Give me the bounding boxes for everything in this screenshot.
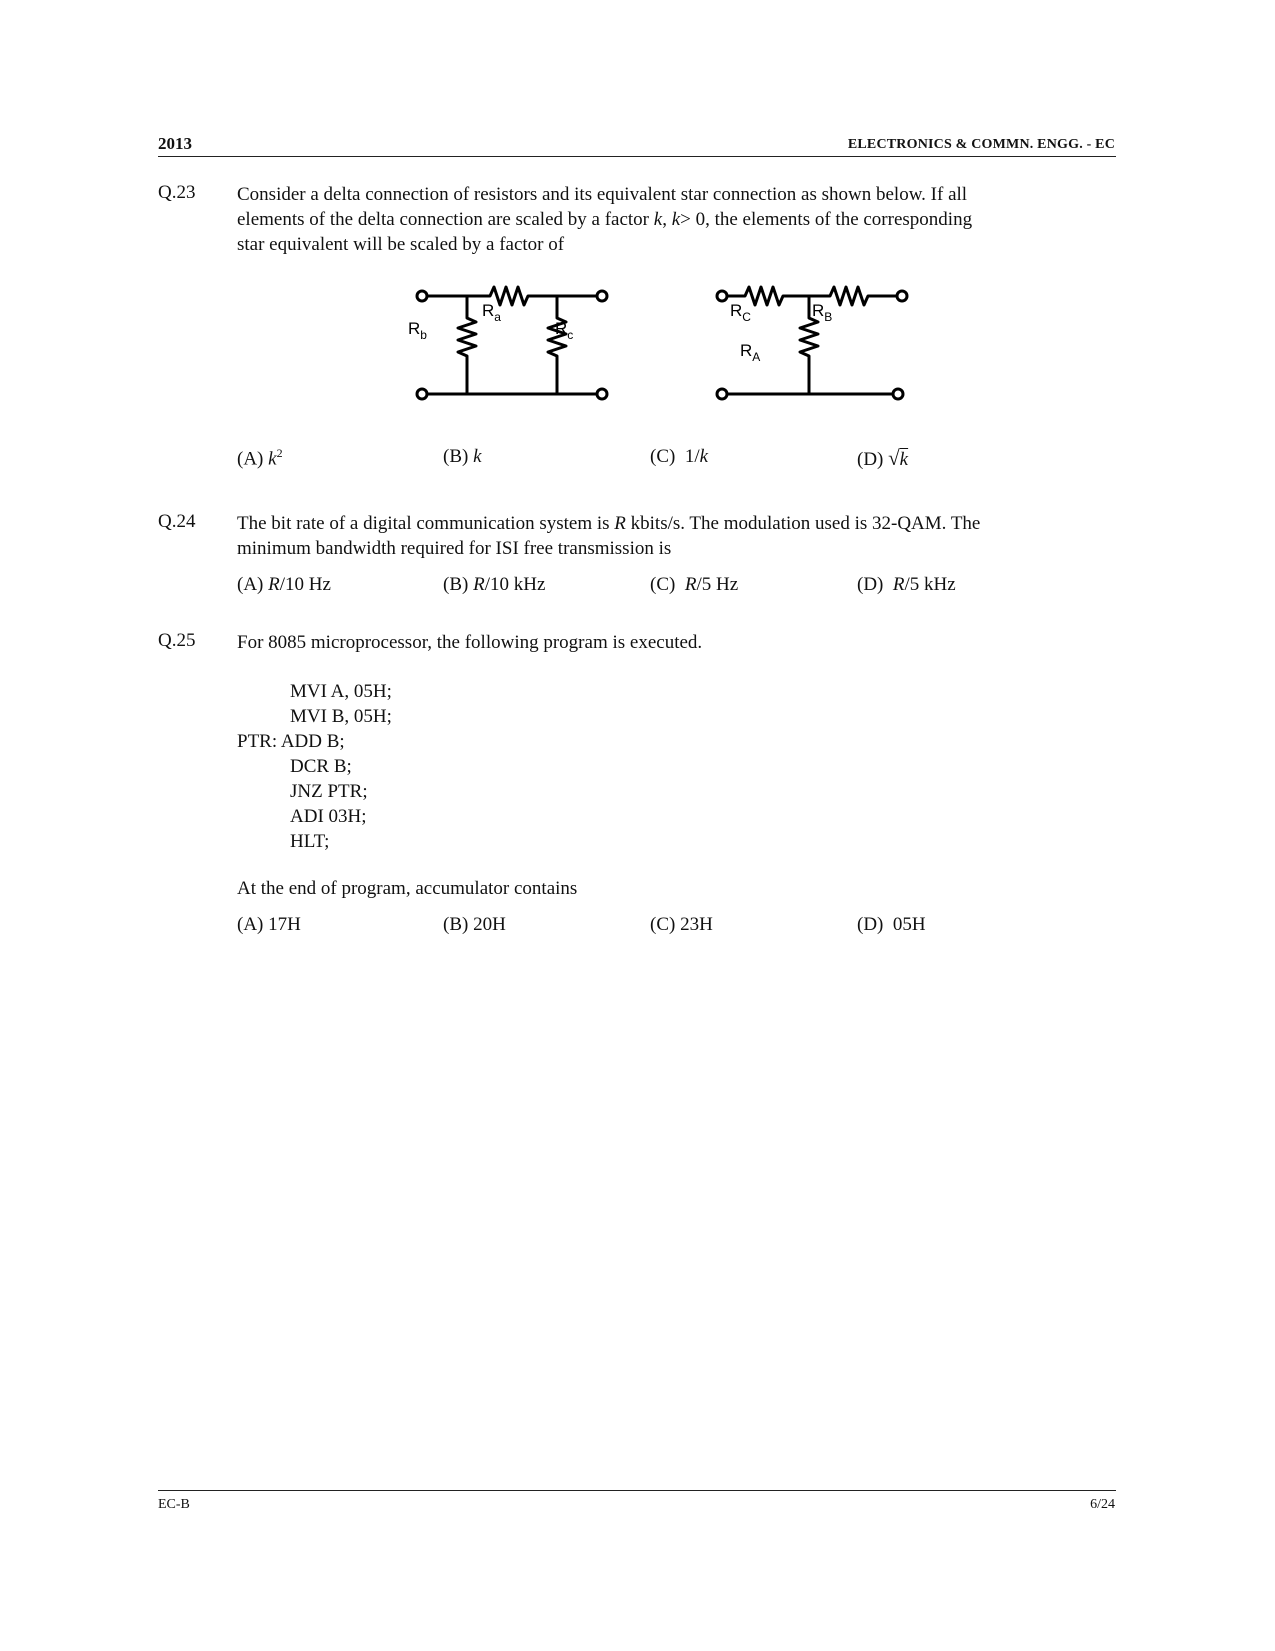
label-rA: $R_A$: [740, 341, 761, 364]
q25-program: [237, 679, 392, 854]
header-rule: [158, 156, 1116, 157]
label-ra: $R_a$: [482, 301, 501, 324]
label-rb: $R_b$: [408, 319, 427, 342]
resistor-rc: [548, 296, 566, 394]
code-line: ADI 03H;: [290, 806, 367, 827]
q23-number: Q.23: [158, 182, 196, 203]
label-rB: $R_B$: [812, 301, 833, 324]
label-rC: $R_C$: [730, 301, 751, 324]
sqrt-symbol: √: [888, 446, 900, 470]
q23-line-1: [237, 182, 1103, 207]
q25-option-a[interactable]: (A) 17H: [237, 914, 301, 935]
q23-line-3: star equivalent will be scaled by a factor of: [237, 234, 565, 255]
footer-rule: [158, 1490, 1116, 1491]
footer-page: 6/24: [1090, 1497, 1115, 1512]
q23-option-a[interactable]: (A) $k^2$: [237, 446, 283, 470]
q24-option-b[interactable]: (B) R/10 kHz: [443, 574, 546, 595]
resistor-rb: [458, 296, 476, 394]
code-line: HLT;: [290, 831, 330, 852]
q24-line-2: minimum bandwidth required for ISI free transmission is: [237, 538, 672, 559]
code-line: PTR: ADD B;: [237, 731, 345, 752]
q23-circuit-diagram: [400, 276, 920, 406]
code-line: MVI B, 05H;: [290, 706, 392, 727]
q23-line-2: elements of the delta connection are scaled by a factor k, k> 0, the elements of the corresponding: [237, 209, 973, 230]
label-rc: $R_c$: [555, 319, 574, 342]
q24-line-1: The bit rate of a digital communication system is R kbits/s. The modulation used is 32-QAM. The: [237, 513, 981, 534]
code-line: MVI A, 05H;: [290, 681, 392, 702]
q23-option-b[interactable]: (B) k: [443, 446, 482, 467]
q23-line-1-a: Consider a delta connection of resistors and its equivalent star connection as shown below. If all: [237, 184, 968, 205]
q25-text: For 8085 microprocessor, the following program is executed.: [237, 632, 703, 653]
q25-question: At the end of program, accumulator contains: [237, 878, 578, 899]
q24-option-c[interactable]: (C) R/5 Hz: [650, 574, 739, 595]
header-year: 2013: [158, 134, 192, 153]
q24-number: Q.24: [158, 511, 196, 532]
q25-number: Q.25: [158, 630, 196, 651]
q25-option-b[interactable]: (B) 20H: [443, 914, 506, 935]
q25-option-d[interactable]: (D) 05H: [857, 914, 926, 935]
q24-text: [237, 511, 1103, 561]
code-line: JNZ PTR;: [290, 781, 368, 802]
q23-option-d[interactable]: (D) √k: [857, 446, 909, 470]
header-subject: ELECTRONICS & COMMN. ENGG. - EC: [847, 137, 1115, 152]
footer-code: EC-B: [158, 1497, 190, 1512]
code-line: DCR B;: [290, 756, 352, 777]
q24-option-a[interactable]: (A) R/10 Hz: [237, 574, 331, 595]
resistor-ra: [427, 287, 597, 305]
q24-option-d[interactable]: (D) R/5 kHz: [857, 574, 956, 595]
q23-text: [237, 182, 1103, 257]
q25-option-c[interactable]: (C) 23H: [650, 914, 713, 935]
q23-option-c[interactable]: (C) 1/k: [650, 446, 709, 467]
